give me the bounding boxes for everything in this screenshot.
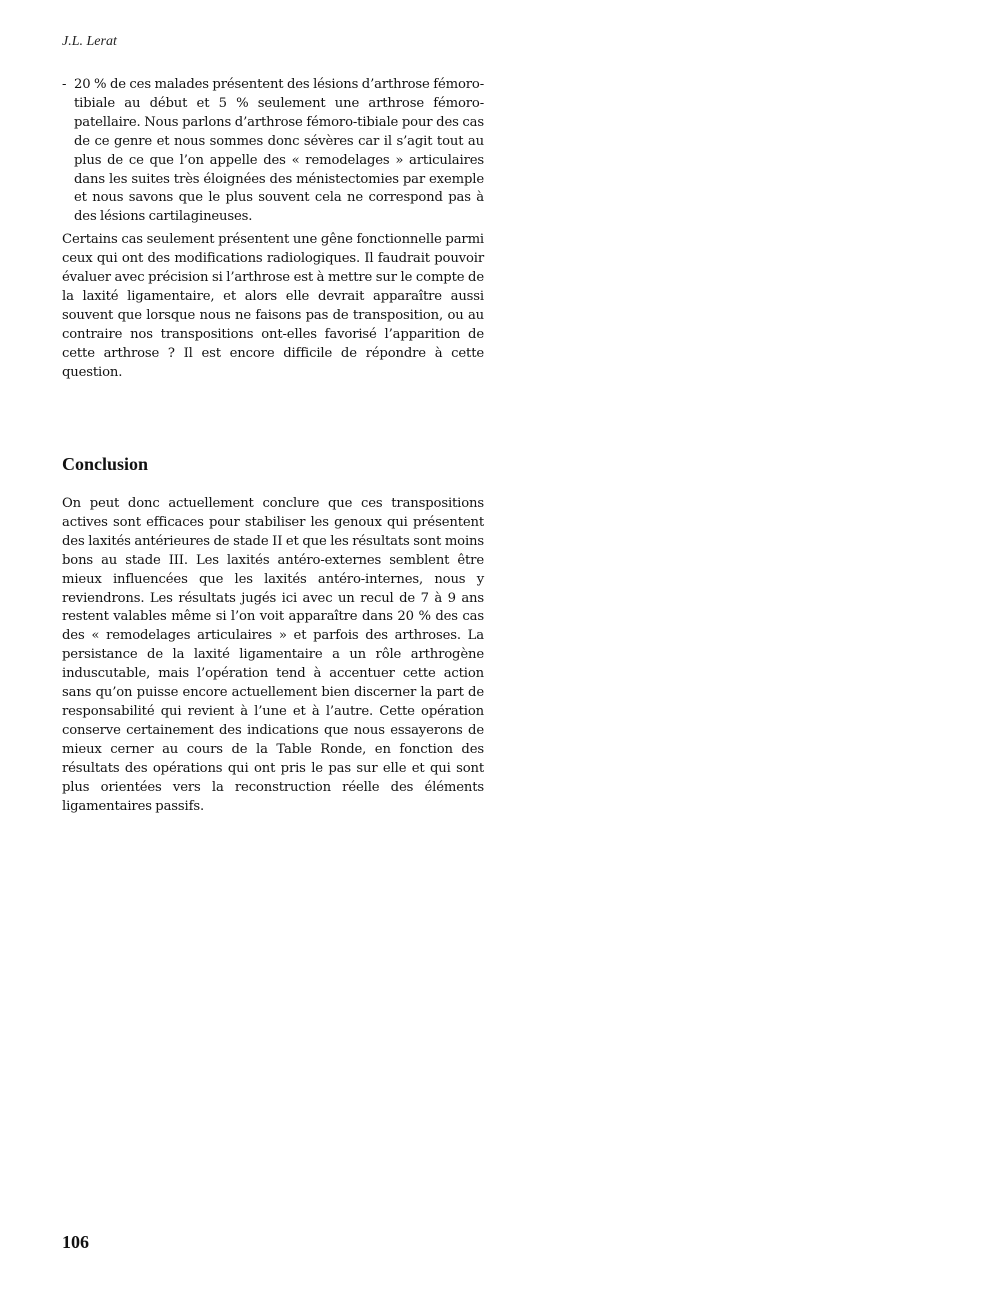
section-heading-conclusion: Conclusion [62, 454, 149, 474]
running-head: J.L. Lerat [62, 34, 117, 49]
body-column [62, 76, 484, 383]
page-number: 106 [62, 1232, 89, 1252]
bullet-paragraph-text: 20 % de ces malades présentent des lésions d’arthrose fémoro-tibiale au début et 5 % seulement une arthrose fémoro-patellaire. Nous parlons d’arthrose fémoro-tibiale pour des cas de ce genre et nous sommes donc sévères car il s’agit tout au plus de ce que l’on appelle des « remodelages » articulaires dans les suites très éloignées des ménistectomies par exemple et nous savons que le plus souvent cela ne correspond pas à des lésions cartilagineuses. [74, 77, 484, 225]
paragraph-2: Certains cas seulement présentent une gêne fonctionnelle parmi ceux qui ont des modifications radiologiques. Il faudrait pouvoir évaluer avec précision si l’arthrose est à mettre sur le compte de la laxité ligamentaire, et alors elle devrait apparaître aussi souvent que lorsque nous ne faisons pas de transposition, ou au contraire nos transpositions ont-elles favorisé l’apparition de cette arthrose ? Il est encore difficile de répondre à cette question. [62, 232, 484, 380]
bullet-paragraph [62, 76, 484, 227]
bullet-marker: - [62, 77, 67, 92]
conclusion-column [62, 495, 484, 816]
conclusion-paragraph: On peut donc actuellement conclure que ces transpositions actives sont efficaces pour stabiliser les genoux qui présentent des laxités antérieures de stade II et que les résultats sont moins bons au stade III. Les laxités antéro-externes semblent être mieux influencées que les laxités antéro-internes, nous y reviendrons. Les résultats jugés ici avec un recul de 7 à 9 ans restent valables même si l’on voit apparaître dans 20 % des cas des « remodelages articulaires » et parfois des arthroses. La persistance de la laxité ligamentaire a un rôle arthrogène induscutable, mais l’opération tend à accentuer cette action sans qu’on puisse encore actuellement bien discerner la part de responsabilité qui revient à l’une et à l’autre. Cette opération conserve certainement des indications que nous essayerons de mieux cerner au cours de la Table Ronde, en fonction des résultats des opérations qui ont pris le pas sur elle et qui sont plus orientées vers la reconstruction réelle des éléments ligamentaires passifs. [62, 496, 484, 814]
